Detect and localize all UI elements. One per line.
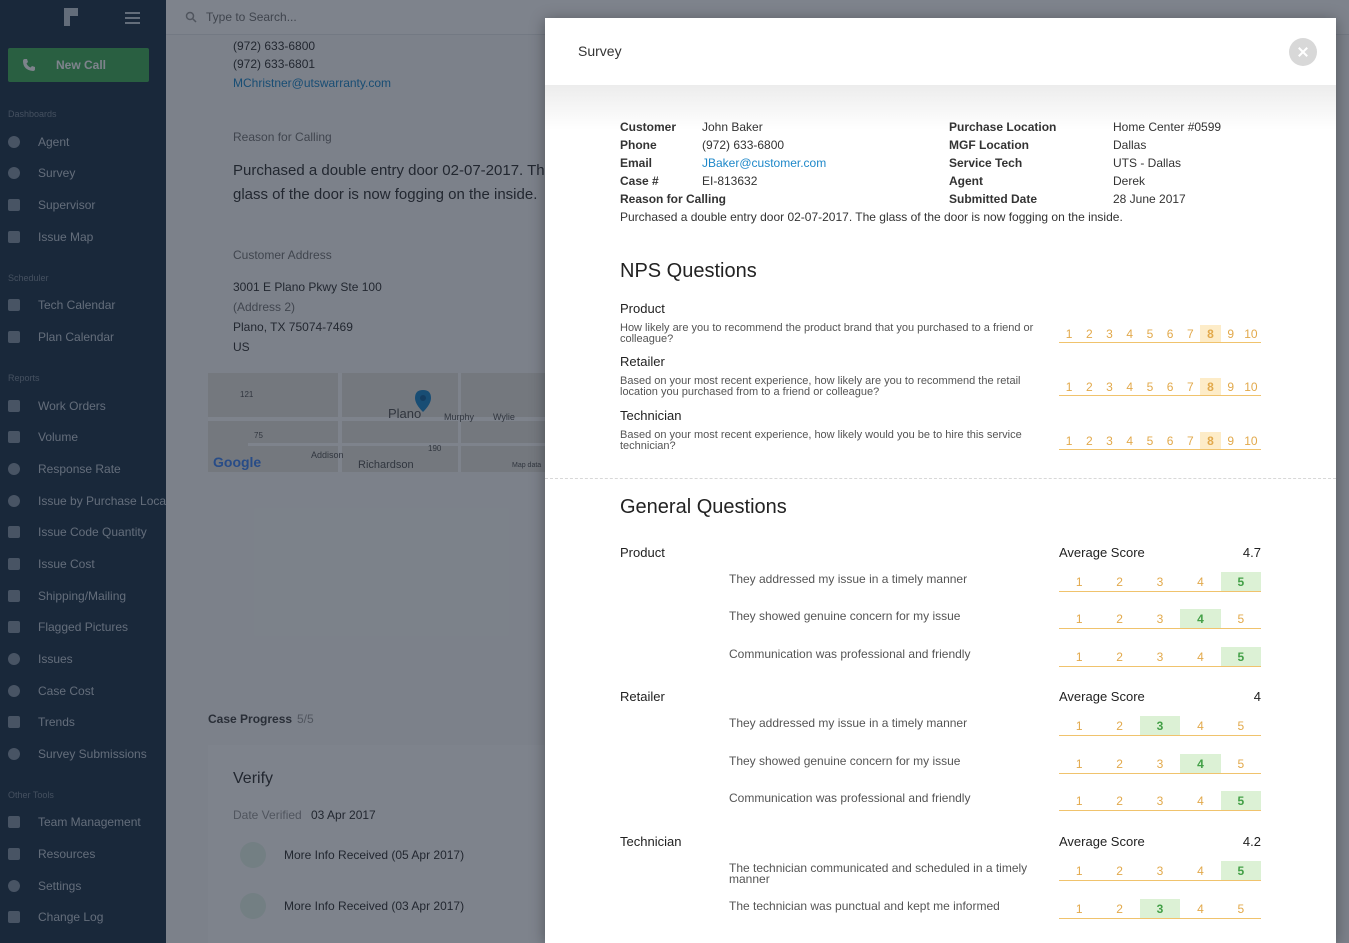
- reason-value: Purchased a double entry door 02-07-2017. The glass of the door is now fogging on the inside.: [620, 210, 1123, 224]
- rating-option[interactable]: 2: [1116, 719, 1123, 733]
- rating-option[interactable]: 6: [1166, 327, 1174, 341]
- rating-option[interactable]: 4: [1180, 609, 1220, 628]
- rating-option[interactable]: 3: [1140, 899, 1180, 918]
- nps-group-label: Product: [620, 301, 665, 316]
- general-rating-scale: [1059, 861, 1261, 881]
- rating-option[interactable]: 8: [1200, 432, 1220, 449]
- rating-option[interactable]: 5: [1237, 719, 1245, 733]
- general-question-text: They addressed my issue in a timely manner: [729, 716, 968, 730]
- rating-option[interactable]: 3: [1106, 327, 1113, 341]
- rating-option[interactable]: 7: [1186, 434, 1194, 448]
- rating-option[interactable]: 5: [1237, 612, 1245, 626]
- average-score-value: 4: [1253, 689, 1261, 704]
- reason-label: Reason for Calling: [620, 192, 727, 206]
- rating-option[interactable]: 2: [1116, 575, 1123, 589]
- rating-option[interactable]: 6: [1166, 434, 1174, 448]
- general-question-text: They showed genuine concern for my issue: [729, 754, 961, 768]
- nps-question-text: Based on your most recent experience, how likely would you be to hire this service technician?: [620, 429, 1022, 452]
- purchase-location-label: Purchase Location: [949, 120, 1057, 134]
- general-question-text: They showed genuine concern for my issue: [729, 609, 961, 623]
- rating-option[interactable]: 5: [1221, 861, 1261, 880]
- general-group-label: Product: [620, 545, 665, 560]
- rating-option[interactable]: 10: [1244, 380, 1258, 394]
- general-rating-scale: [1059, 716, 1261, 736]
- rating-option[interactable]: 3: [1156, 794, 1164, 808]
- service-tech-value: UTS - Dallas: [1113, 156, 1182, 170]
- rating-option[interactable]: 8: [1200, 325, 1220, 342]
- survey-modal: [545, 18, 1336, 943]
- rating-option[interactable]: 2: [1116, 864, 1123, 878]
- rating-option[interactable]: 2: [1085, 434, 1093, 448]
- rating-option[interactable]: 5: [1237, 757, 1245, 771]
- general-question-text: The technician was punctual and kept me informed: [729, 899, 1000, 913]
- nps-rating-scale: [1059, 325, 1261, 343]
- rating-option[interactable]: 3: [1106, 434, 1113, 448]
- rating-option[interactable]: 2: [1116, 757, 1123, 771]
- rating-option[interactable]: 5: [1146, 380, 1154, 394]
- average-score-label: Average Score: [1059, 545, 1145, 560]
- rating-option[interactable]: 1: [1075, 794, 1083, 808]
- general-group-label: Retailer: [620, 689, 665, 704]
- general-rating-scale: [1059, 609, 1261, 629]
- rating-option[interactable]: 2: [1116, 612, 1123, 626]
- phone-value: (972) 633-6800: [702, 138, 785, 152]
- general-question-text: Communication was professional and friendly: [729, 791, 971, 805]
- email-label: Email: [620, 156, 653, 170]
- rating-option[interactable]: 1: [1075, 864, 1083, 878]
- customer-label: Customer: [620, 120, 677, 134]
- case-label: Case #: [620, 174, 659, 188]
- email-link[interactable]: JBaker@customer.com: [702, 156, 827, 170]
- rating-option[interactable]: 5: [1146, 434, 1154, 448]
- rating-option[interactable]: 5: [1221, 572, 1261, 591]
- rating-option[interactable]: 4: [1197, 794, 1204, 808]
- rating-option[interactable]: 4: [1126, 380, 1134, 394]
- nps-title: NPS Questions: [620, 260, 757, 282]
- purchase-location-value: Home Center #0599: [1113, 120, 1222, 134]
- rating-option[interactable]: 3: [1156, 650, 1164, 664]
- general-rating-scale: [1059, 572, 1261, 592]
- rating-option[interactable]: 8: [1200, 378, 1220, 395]
- rating-option[interactable]: 5: [1221, 647, 1261, 666]
- rating-option[interactable]: 5: [1221, 791, 1261, 810]
- nps-question-text: Based on your most recent experience, how likely are you to recommend the retail location you purchased from to a friend or colleague?: [620, 375, 1021, 398]
- modal-header: [545, 18, 1336, 85]
- submitted-date-value: 28 June 2017: [1113, 192, 1186, 206]
- mgf-location-value: Dallas: [1113, 138, 1147, 152]
- nps-question-text: How likely are you to recommend the product brand that you purchased to a friend or colleague?: [620, 322, 1034, 345]
- rating-option[interactable]: 1: [1065, 327, 1073, 341]
- rating-option[interactable]: 1: [1075, 612, 1083, 626]
- close-icon[interactable]: [1289, 38, 1317, 66]
- general-title: General Questions: [620, 496, 787, 518]
- rating-option[interactable]: 1: [1075, 902, 1083, 916]
- rating-option[interactable]: 9: [1227, 380, 1235, 394]
- average-score-value: 4.2: [1242, 834, 1261, 849]
- rating-option[interactable]: 4: [1197, 902, 1204, 916]
- nps-group-label: Technician: [620, 408, 682, 423]
- average-score-label: Average Score: [1059, 834, 1145, 849]
- rating-option[interactable]: 2: [1116, 902, 1123, 916]
- modal-title: Survey: [578, 43, 622, 59]
- general-group-label: Technician: [620, 834, 682, 849]
- rating-option[interactable]: 3: [1140, 716, 1180, 735]
- rating-option[interactable]: 4: [1180, 754, 1220, 773]
- rating-option[interactable]: 2: [1116, 794, 1123, 808]
- rating-option[interactable]: 1: [1075, 575, 1083, 589]
- rating-option[interactable]: 2: [1085, 327, 1093, 341]
- general-rating-scale: [1059, 791, 1261, 811]
- average-score-label: Average Score: [1059, 689, 1145, 704]
- rating-option[interactable]: 3: [1156, 757, 1164, 771]
- general-rating-scale: [1059, 647, 1261, 667]
- nps-group-label: Retailer: [620, 354, 665, 369]
- average-score-value: 4.7: [1242, 545, 1261, 560]
- rating-option[interactable]: 4: [1197, 575, 1204, 589]
- rating-option[interactable]: 3: [1106, 380, 1113, 394]
- rating-option[interactable]: 4: [1197, 719, 1204, 733]
- rating-option[interactable]: 3: [1156, 864, 1164, 878]
- rating-option[interactable]: 4: [1197, 864, 1204, 878]
- rating-option[interactable]: 9: [1227, 434, 1235, 448]
- rating-option[interactable]: 2: [1116, 650, 1123, 664]
- customer-value: John Baker: [702, 120, 763, 134]
- submitted-date-label: Submitted Date: [949, 192, 1038, 206]
- phone-label: Phone: [620, 138, 657, 152]
- nps-rating-scale: [1059, 378, 1261, 396]
- section-divider: [545, 478, 1336, 479]
- rating-option[interactable]: 4: [1126, 434, 1134, 448]
- rating-option[interactable]: 4: [1126, 327, 1134, 341]
- general-question-text: Communication was professional and friendly: [729, 647, 971, 661]
- rating-option[interactable]: 6: [1166, 380, 1174, 394]
- rating-option[interactable]: 4: [1197, 650, 1204, 664]
- rating-option[interactable]: 3: [1156, 575, 1164, 589]
- rating-option[interactable]: 1: [1075, 757, 1083, 771]
- rating-option[interactable]: 5: [1237, 902, 1245, 916]
- rating-option[interactable]: 7: [1186, 327, 1194, 341]
- nps-rating-scale: [1059, 432, 1261, 450]
- rating-option[interactable]: 1: [1075, 719, 1083, 733]
- agent-label: Agent: [949, 174, 983, 188]
- rating-option[interactable]: 2: [1085, 380, 1093, 394]
- rating-option[interactable]: 1: [1065, 380, 1073, 394]
- rating-option[interactable]: 3: [1156, 612, 1164, 626]
- case-value: EI-813632: [702, 174, 758, 188]
- rating-option[interactable]: 1: [1065, 434, 1073, 448]
- general-rating-scale: [1059, 754, 1261, 774]
- general-question-text: The technician communicated and scheduled in a timely manner: [729, 861, 1028, 886]
- rating-option[interactable]: 5: [1146, 327, 1154, 341]
- general-question-text: They addressed my issue in a timely manner: [729, 572, 968, 586]
- rating-option[interactable]: 10: [1244, 434, 1258, 448]
- agent-value: Derek: [1113, 174, 1146, 188]
- service-tech-label: Service Tech: [949, 156, 1023, 170]
- rating-option[interactable]: 9: [1227, 327, 1235, 341]
- rating-option[interactable]: 1: [1075, 650, 1083, 664]
- rating-option[interactable]: 7: [1186, 380, 1194, 394]
- rating-option[interactable]: 10: [1244, 327, 1258, 341]
- mgf-location-label: MGF Location: [949, 138, 1029, 152]
- general-rating-scale: [1059, 899, 1261, 919]
